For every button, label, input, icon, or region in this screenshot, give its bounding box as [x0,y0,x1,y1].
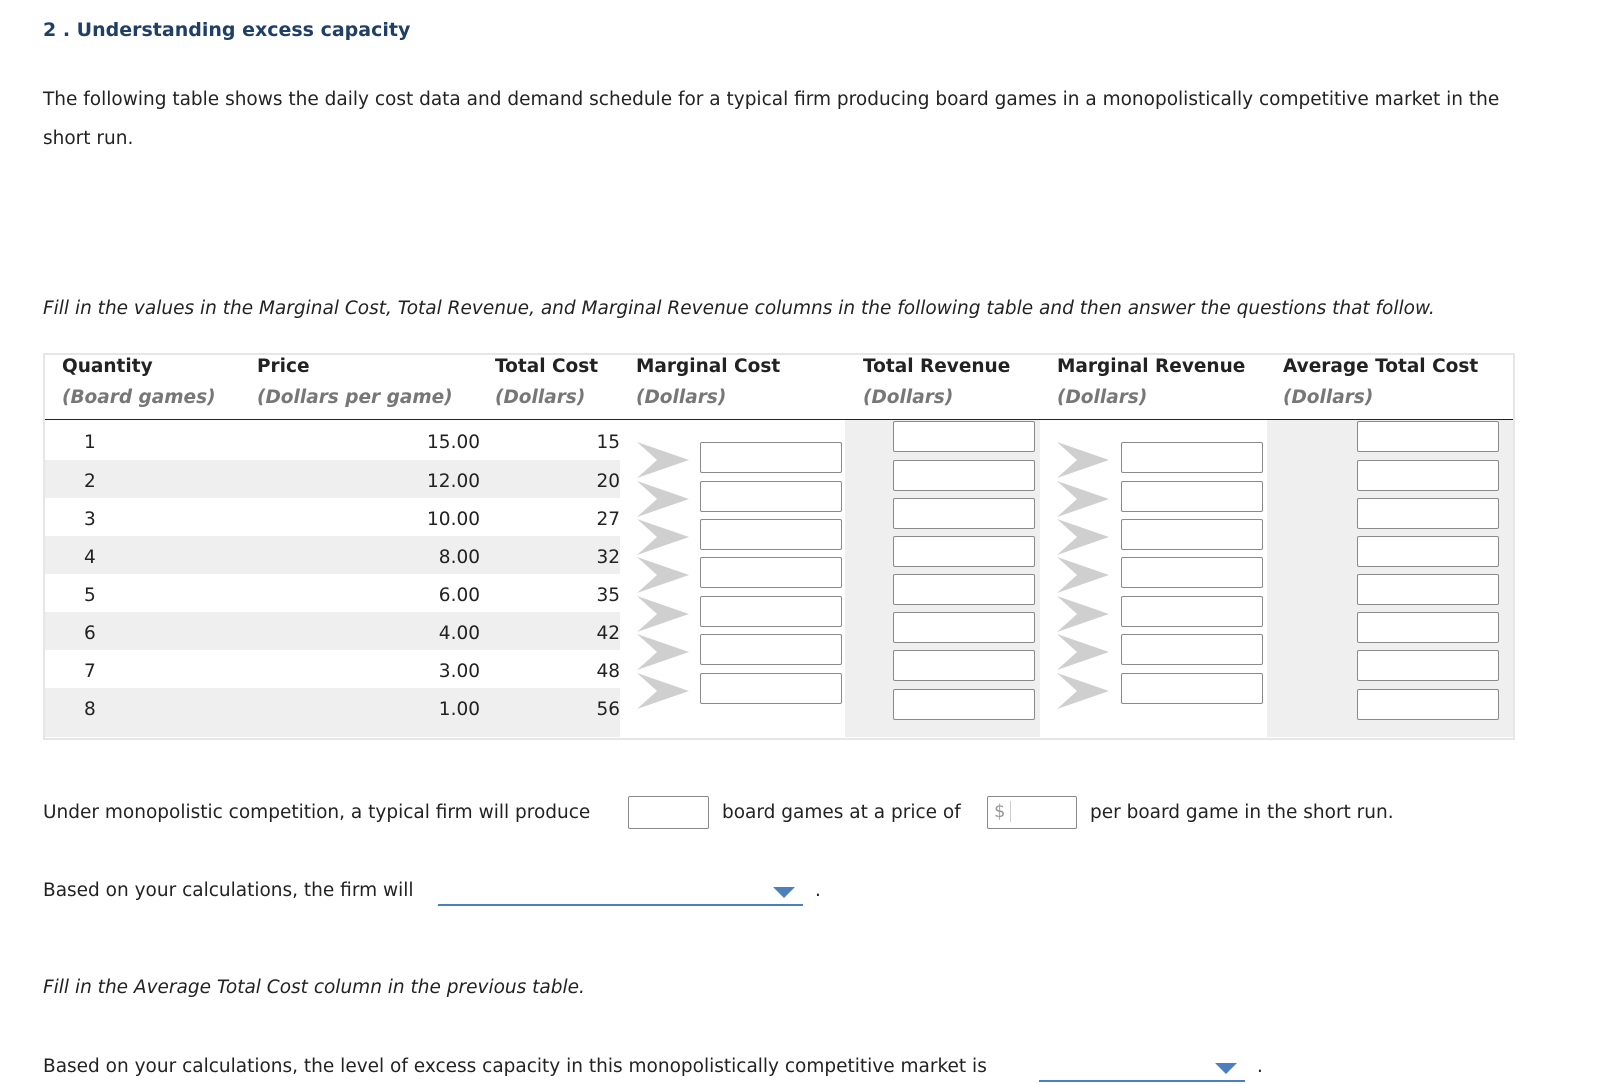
price-cell: 6.00 [438,585,480,606]
quantity-cell: 5 [84,585,96,606]
price-cell: 8.00 [438,547,480,568]
row-stripe [45,612,620,650]
marginal-cost-input[interactable] [700,596,842,627]
average-total-cost-input[interactable] [1357,574,1499,605]
q4-text: Based on your calculations, the level of excess capacity in this monopolistically competitive market is [43,1056,987,1077]
arrow-right-icon [1057,481,1109,517]
q1-text-part2: board games at a price of [722,802,961,823]
average-total-cost-input[interactable] [1357,650,1499,681]
arrow-right-icon [637,481,689,517]
average-total-cost-input[interactable] [1357,460,1499,491]
marginal-revenue-input[interactable] [1121,596,1263,627]
total-cost-cell: 48 [596,661,620,682]
arrow-right-icon [1057,596,1109,632]
quantity-cell: 4 [84,547,96,568]
total-cost-cell: 20 [596,471,620,492]
dropdown-underline [438,904,803,906]
row-stripe [45,460,620,498]
quantity-answer-input[interactable] [628,796,709,829]
header-total-revenue: Total Revenue [863,356,1011,377]
average-total-cost-input[interactable] [1357,498,1499,529]
arrow-right-icon [1057,442,1109,478]
quantity-cell: 6 [84,623,96,644]
header-marginal-cost: Marginal Cost [636,356,781,377]
price-cell: 12.00 [427,471,480,492]
arrow-right-icon [637,557,689,593]
total-cost-cell: 35 [596,585,620,606]
header-total-cost-unit: (Dollars) [495,387,586,408]
dollar-prefix: $ [994,801,1011,822]
arrow-right-icon [1057,519,1109,555]
total-revenue-input[interactable] [893,612,1035,643]
average-total-cost-input[interactable] [1357,421,1499,452]
arrow-right-icon [637,519,689,555]
average-total-cost-input[interactable] [1357,689,1499,720]
header-marginal-revenue: Marginal Revenue [1057,356,1246,377]
header-price-unit: (Dollars per game) [257,387,453,408]
quantity-cell: 3 [84,509,96,530]
total-cost-cell: 27 [596,509,620,530]
header-marginal-cost-unit: (Dollars) [636,387,727,408]
marginal-revenue-input[interactable] [1121,519,1263,550]
total-revenue-input[interactable] [893,460,1035,491]
price-cell: 3.00 [438,661,480,682]
price-cell: 4.00 [438,623,480,644]
marginal-revenue-input[interactable] [1121,442,1263,473]
total-revenue-input[interactable] [893,574,1035,605]
price-cell: 15.00 [427,432,480,453]
instruction-text: Fill in the values in the Marginal Cost, Total Revenue, and Marginal Revenue columns in the following table and then answer the questions that follow. [43,298,1435,319]
excess-capacity-dropdown[interactable] [1039,1054,1245,1082]
arrow-right-icon [637,673,689,709]
quantity-cell: 1 [84,432,96,453]
header-average-total-cost-unit: (Dollars) [1283,387,1374,408]
average-total-cost-input[interactable] [1357,536,1499,567]
header-marginal-revenue-unit: (Dollars) [1057,387,1148,408]
marginal-cost-input[interactable] [700,442,842,473]
total-revenue-input[interactable] [893,650,1035,681]
arrow-right-icon [1057,634,1109,670]
header-average-total-cost: Average Total Cost [1283,356,1479,377]
header-quantity: Quantity [62,356,153,377]
total-cost-cell: 32 [596,547,620,568]
arrow-right-icon [637,596,689,632]
marginal-cost-input[interactable] [700,481,842,512]
arrow-right-icon [1057,557,1109,593]
chevron-down-icon [1215,1063,1237,1074]
header-total-revenue-unit: (Dollars) [863,387,954,408]
total-cost-cell: 56 [596,699,620,720]
q2-period: . [815,880,821,901]
average-total-cost-input[interactable] [1357,612,1499,643]
quantity-cell: 7 [84,661,96,682]
header-price: Price [257,356,310,377]
price-cell: 1.00 [438,699,480,720]
row-stripe [45,688,620,737]
intro-text: The following table shows the daily cost data and demand schedule for a typical firm producing board games in a monopolistically competitive market in the short run. [43,89,1500,149]
arrow-right-icon [637,442,689,478]
quantity-cell: 2 [84,471,96,492]
marginal-cost-input[interactable] [700,673,842,704]
arrow-right-icon [637,634,689,670]
marginal-cost-input[interactable] [700,519,842,550]
quantity-cell: 8 [84,699,96,720]
total-cost-cell: 42 [596,623,620,644]
total-revenue-input[interactable] [893,421,1035,452]
q4-period: . [1257,1056,1263,1077]
q1-text-part3: per board game in the short run. [1090,802,1394,823]
total-revenue-input[interactable] [893,498,1035,529]
marginal-revenue-input[interactable] [1121,481,1263,512]
price-cell: 10.00 [427,509,480,530]
page-title: 2 . Understanding excess capacity [43,19,411,41]
marginal-cost-input[interactable] [700,634,842,665]
total-revenue-input[interactable] [893,689,1035,720]
total-revenue-input[interactable] [893,536,1035,567]
marginal-revenue-input[interactable] [1121,557,1263,588]
q3-text: Fill in the Average Total Cost column in the previous table. [43,977,585,998]
q2-text: Based on your calculations, the firm will [43,880,414,901]
firm-will-dropdown[interactable] [438,878,803,906]
header-quantity-unit: (Board games) [62,387,216,408]
dropdown-underline [1039,1080,1245,1082]
marginal-revenue-input[interactable] [1121,673,1263,704]
header-total-cost: Total Cost [495,356,599,377]
total-cost-cell: 15 [596,432,620,453]
arrow-right-icon [1057,673,1109,709]
chevron-down-icon [773,887,795,898]
marginal-cost-input[interactable] [700,557,842,588]
marginal-revenue-input[interactable] [1121,634,1263,665]
q1-text-part1: Under monopolistic competition, a typical firm will produce [43,802,591,823]
row-stripe [45,536,620,574]
